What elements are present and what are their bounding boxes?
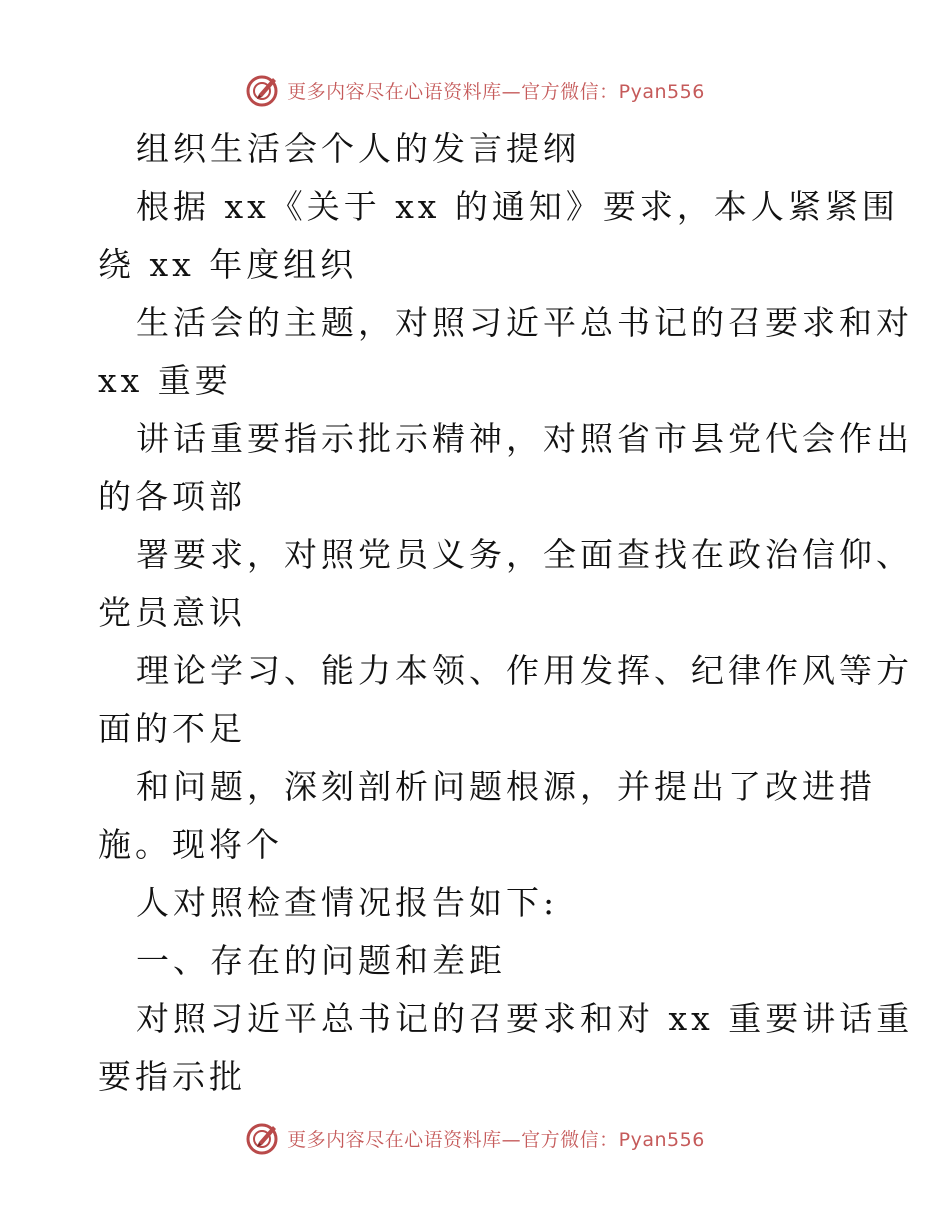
text-line: 一、存在的问题和差距 <box>136 941 506 980</box>
text-line: 人对照检查情况报告如下: <box>136 883 559 922</box>
text-line: xx 重要 <box>98 361 232 400</box>
watermark-text: 更多内容尽在心语资料库—官方微信：Pyan556 <box>287 80 705 103</box>
text-line: 和问题，深刻剖析问题根源，并提出了改进措 <box>136 767 876 806</box>
document-body <box>98 120 914 1106</box>
text-line: 要指示批 <box>98 1057 246 1096</box>
footer-watermark <box>0 1118 950 1158</box>
watermark-text: 更多内容尽在心语资料库—官方微信：Pyan556 <box>287 1128 705 1151</box>
text-line: 讲话重要指示批示精神，对照省市县党代会作出 <box>136 419 913 458</box>
text-line: 组织生活会个人的发言提纲 <box>136 129 580 168</box>
text-line: 党员意识 <box>98 593 246 632</box>
text-line: 署要求，对照党员义务，全面查找在政治信仰、 <box>136 535 913 574</box>
pen-logo-icon <box>245 1120 281 1156</box>
header-watermark <box>0 70 950 110</box>
text-line: 施。现将个 <box>98 825 283 864</box>
text-line: 生活会的主题，对照习近平总书记的召要求和对 <box>136 303 913 342</box>
text-line: 面的不足 <box>98 709 246 748</box>
text-line: 理论学习、能力本领、作用发挥、纪律作风等方 <box>136 651 913 690</box>
pen-logo-icon <box>245 72 281 108</box>
text-line: 绕 xx 年度组织 <box>98 245 358 284</box>
text-line: 根据 xx《关于 xx 的通知》要求，本人紧紧围 <box>136 187 899 226</box>
text-line: 对照习近平总书记的召要求和对 xx 重要讲话重 <box>136 999 914 1038</box>
text-line: 的各项部 <box>98 477 246 516</box>
